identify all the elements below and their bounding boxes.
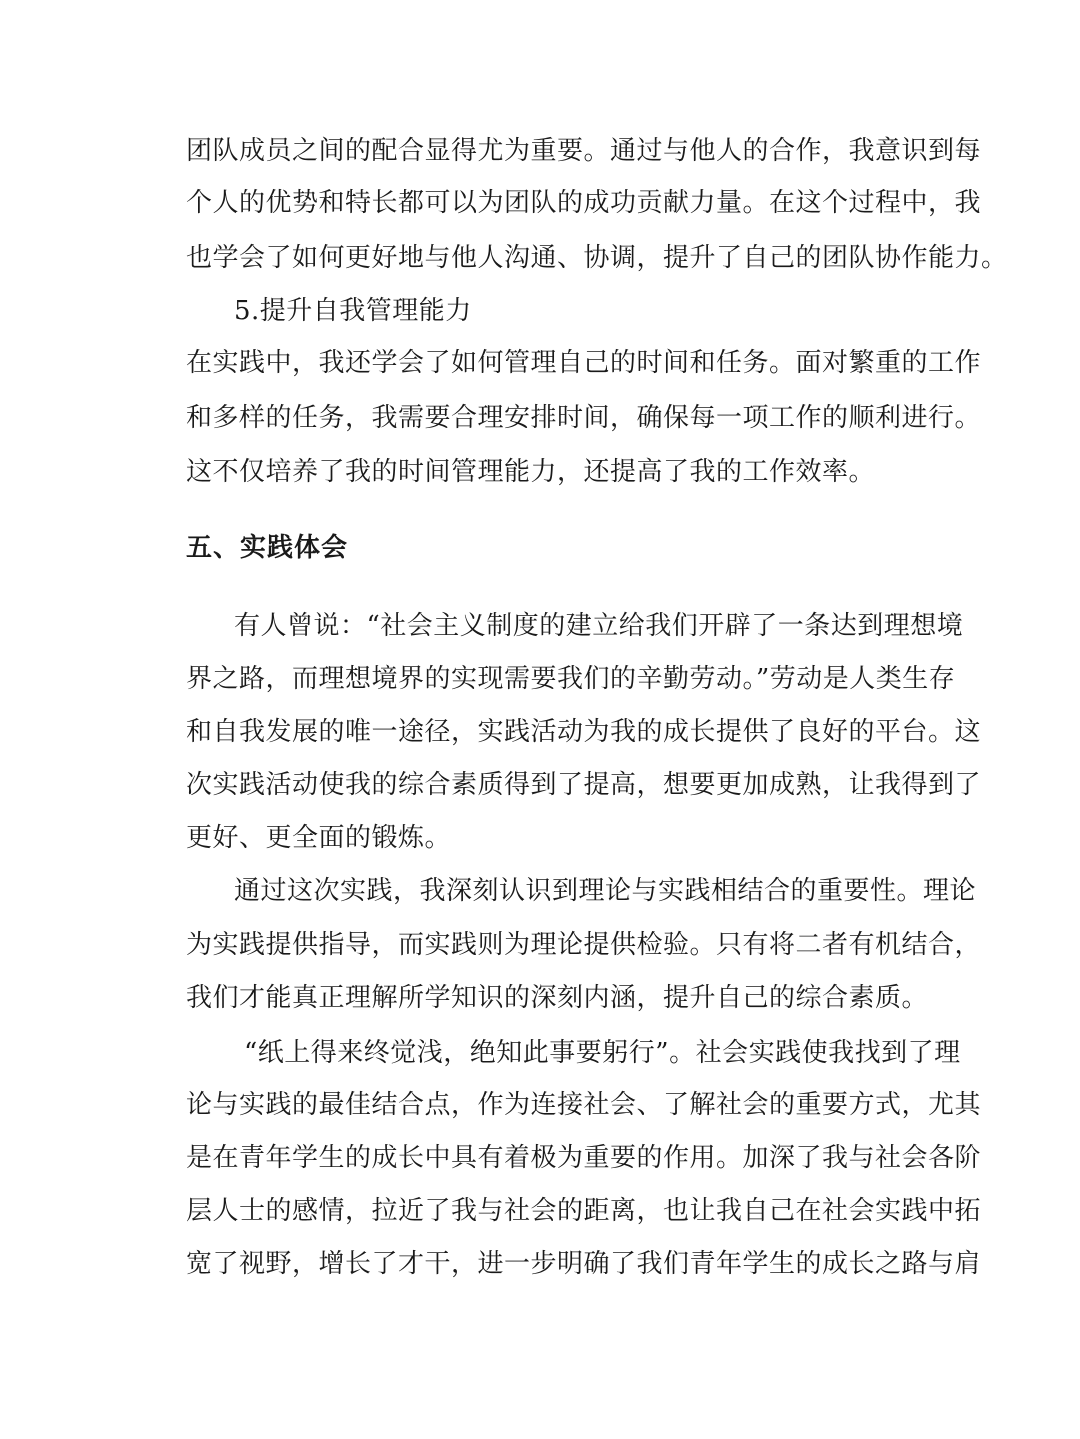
text-line: 界之路，而理想境界的实现需要我们的辛勤劳动。”劳动是人类生存 bbox=[186, 664, 956, 694]
text-line: 也学会了如何更好地与他人沟通、协调，提升了自己的团队协作能力。 bbox=[186, 243, 1008, 273]
text-line: 和自我发展的唯一途径，实践活动为我的成长提供了良好的平台。这 bbox=[186, 717, 982, 747]
text-line: 和多样的任务，我需要合理安排时间，确保每一项工作的顺利进行。 bbox=[186, 403, 982, 433]
text-line: 层人士的感情，拉近了我与社会的距离，也让我自己在社会实践中拓 bbox=[186, 1196, 982, 1226]
section-heading: 五、实践体会 bbox=[186, 533, 349, 563]
text-line: 次实践活动使我的综合素质得到了提高，想要更加成熟，让我得到了 bbox=[186, 770, 982, 800]
text-line: 我们才能真正理解所学知识的深刻内涵，提升自己的综合素质。 bbox=[186, 983, 929, 1013]
text-line: 个人的优势和特长都可以为团队的成功贡献力量。在这个过程中，我 bbox=[186, 188, 982, 218]
text-line: 为实践提供指导，而实践则为理论提供检验。只有将二者有机结合， bbox=[186, 930, 982, 960]
item-title: 5.提升自我管理能力 bbox=[234, 296, 472, 326]
text-line: 是在青年学生的成长中具有着极为重要的作用。加深了我与社会各阶 bbox=[186, 1143, 982, 1173]
text-line: 宽了视野，增长了才干，进一步明确了我们青年学生的成长之路与肩 bbox=[186, 1249, 982, 1279]
text-line: 有人曾说：“社会主义制度的建立给我们开辟了一条达到理想境 bbox=[234, 611, 964, 641]
text-line: “纸上得来终觉浅，绝知此事要躬行”。社会实践使我找到了理 bbox=[244, 1038, 961, 1068]
text-line: 在实践中，我还学会了如何管理自己的时间和任务。面对繁重的工作 bbox=[186, 348, 982, 378]
text-line: 团队成员之间的配合显得尤为重要。通过与他人的合作，我意识到每 bbox=[186, 136, 982, 166]
text-line: 通过这次实践，我深刻认识到理论与实践相结合的重要性。理论 bbox=[234, 876, 977, 906]
text-line: 论与实践的最佳结合点，作为连接社会、了解社会的重要方式，尤其 bbox=[186, 1090, 982, 1120]
text-line: 更好、更全面的锻炼。 bbox=[186, 823, 452, 853]
text-line: 这不仅培养了我的时间管理能力，还提高了我的工作效率。 bbox=[186, 457, 876, 487]
